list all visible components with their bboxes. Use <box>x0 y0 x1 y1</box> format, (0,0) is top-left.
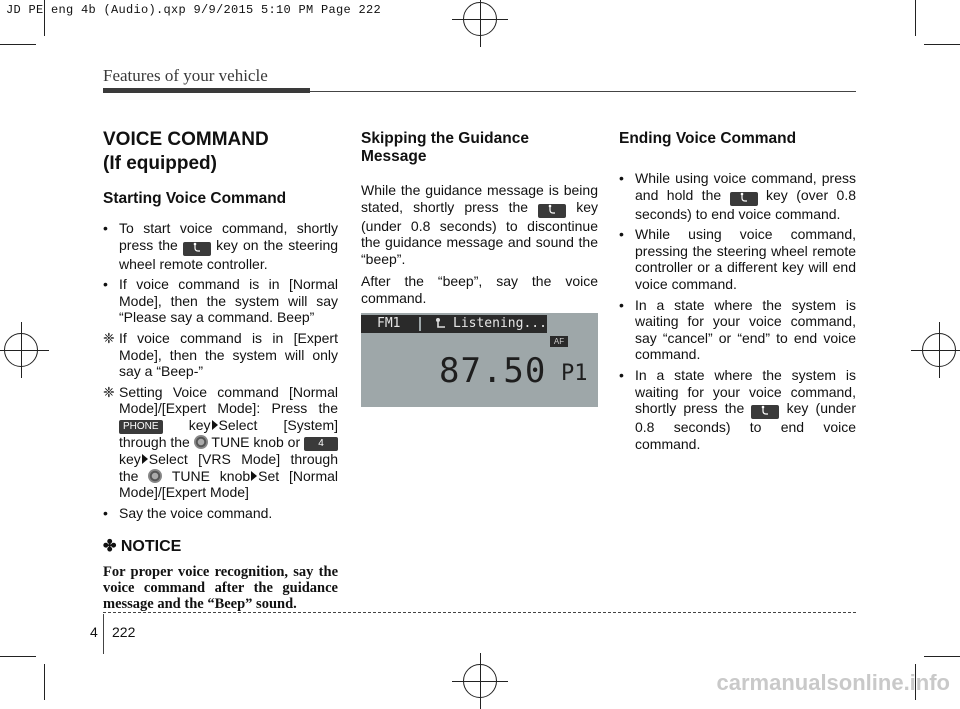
arrow-icon <box>251 471 257 481</box>
display-af-badge: AF <box>550 336 568 347</box>
preset-key-icon: 4 <box>304 437 338 451</box>
display-frequency: 87.50 <box>439 351 547 391</box>
radio-display-image <box>361 313 598 407</box>
list-item: • In a state where the system is waiting for your voice command, shortly press the key (under 0.8 seconds) to end voice command. <box>619 366 857 452</box>
list-item: • While using voice command, pressing the steering wheel remote controller or a different key will end voice command. <box>619 226 856 292</box>
display-preset: P1 <box>561 361 588 386</box>
registration-mark-icon <box>4 333 38 367</box>
page-number: 222 <box>112 624 136 640</box>
subsection-title: Skipping the Guidance <box>361 130 529 147</box>
list-item: ❈ Setting Voice command [Normal Mode]/[Expert Mode]: Press the PHONE key Select [System] through the TUNE knob or 4 key Select [VRS Mode] through the TUNE knob Set [Normal Mode]/[Expert Mode] <box>103 383 339 501</box>
column-2 <box>361 130 598 313</box>
list-item: • If voice command is in [Normal Mode], then the system will say “Please say a command. Beep” <box>103 276 338 326</box>
registration-mark-icon <box>922 333 956 367</box>
footer-divider <box>103 614 104 654</box>
crop-mark <box>0 44 36 45</box>
arrow-icon <box>212 420 218 430</box>
display-voice-icon <box>435 317 447 335</box>
subsection-title-sub: Message <box>361 148 427 165</box>
voice-key-icon <box>183 242 211 256</box>
voice-key-icon <box>538 204 566 218</box>
crop-mark <box>924 44 960 45</box>
column-3 <box>619 130 856 456</box>
display-divider <box>419 317 421 331</box>
column-1 <box>103 128 338 612</box>
tune-knob-icon <box>148 469 162 483</box>
footer-rule <box>103 612 856 613</box>
crop-mark <box>44 664 45 700</box>
crop-mark <box>0 656 36 657</box>
voice-key-icon <box>751 405 779 419</box>
tune-knob-icon <box>194 435 208 449</box>
notice-title: NOTICE <box>120 538 182 556</box>
print-header: JD PE eng 4b (Audio).qxp 9/9/2015 5:10 PM Page 222 <box>6 3 382 17</box>
note-icon: ❈ <box>103 383 115 400</box>
arrow-icon <box>142 454 148 464</box>
list-item: • While using voice command, press and hold the key (over 0.8 seconds) to end voice command. <box>619 170 857 222</box>
subsection-title: Starting Voice Command <box>103 190 287 207</box>
registration-mark-icon <box>463 2 497 36</box>
note-icon: ❈ <box>103 329 115 346</box>
display-status: Listening... <box>453 316 547 331</box>
notice-box <box>103 539 338 612</box>
section-title: VOICE COMMAND <box>103 129 269 150</box>
header-bar <box>103 88 310 93</box>
paragraph: After the “beep”, say the voice command. <box>361 273 598 306</box>
phone-key-icon: PHONE <box>119 420 163 434</box>
chapter-number: 4 <box>90 624 98 640</box>
registration-mark-icon <box>463 664 497 698</box>
watermark: carmanualsonline.info <box>716 670 950 695</box>
list-item: • To start voice command, shortly press the key on the steering wheel remote controller. <box>103 220 339 272</box>
subsection-title: Ending Voice Command <box>619 130 797 147</box>
notice-icon: ✤ <box>103 538 121 556</box>
list-item: • Say the voice command. <box>103 504 273 521</box>
running-head: Features of your vehicle <box>103 66 268 85</box>
notice-text: For proper voice recognition, say the voice command after the guidance message and the “Beep” sound. <box>103 563 338 612</box>
list-item: ❈ If voice command is in [Expert Mode], then the system will only say a “Beep-” <box>103 329 338 380</box>
header-rule <box>310 91 856 92</box>
crop-mark <box>924 656 960 657</box>
display-band: FM1 <box>377 316 401 331</box>
voice-key-icon <box>730 192 758 206</box>
paragraph: While the guidance message is being stated, shortly press the key (under 0.8 seconds) to discontinue the guidance message and sound the “beep”. <box>361 182 598 267</box>
section-title-sub: (If equipped) <box>103 153 217 174</box>
crop-mark <box>915 0 916 36</box>
list-item: • In a state where the system is waiting for your voice command, say “cancel” or “end” to end voice command. <box>619 296 856 363</box>
